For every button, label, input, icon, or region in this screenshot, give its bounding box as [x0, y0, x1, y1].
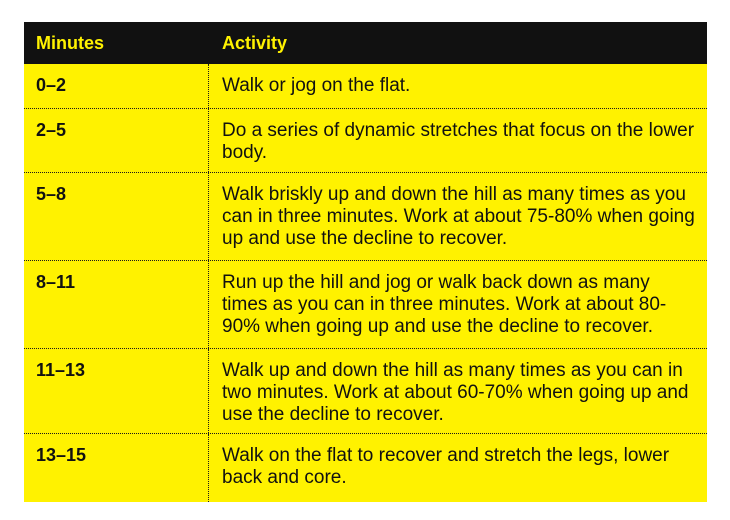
activity-cell: Do a series of dynamic stretches that focus on the lower body.	[222, 120, 695, 163]
activity-cell: Walk or jog on the flat.	[222, 75, 411, 96]
header-minutes: Minutes	[36, 32, 105, 53]
table-row	[24, 64, 707, 109]
activity-cell: Walk on the flat to recover and stretch the legs, lower back and core.	[222, 445, 670, 488]
table-row	[24, 261, 707, 349]
table-row	[24, 173, 707, 261]
minutes-cell: 13–15	[24, 434, 209, 502]
minutes-cell: 11–13	[24, 349, 209, 433]
header-activity: Activity	[222, 32, 288, 53]
minutes-cell: 8–11	[24, 261, 209, 348]
minutes-cell: 0–2	[24, 64, 209, 108]
activity-cell: Run up the hill and jog or walk back down as many times as you can in three minutes. Work at about 80-90% when going up and use the decline to recover.	[222, 272, 667, 337]
table-row	[24, 349, 707, 434]
table-row	[24, 109, 707, 173]
activity-cell: Walk briskly up and down the hill as many times as you can in three minutes. Work at about 75-80% when going up and use the decline to recover.	[222, 184, 695, 249]
minutes-cell: 5–8	[24, 173, 209, 260]
table-row	[24, 434, 707, 502]
minutes-cell: 2–5	[24, 109, 209, 172]
table-header	[24, 22, 707, 64]
workout-table	[24, 22, 707, 502]
activity-cell: Walk up and down the hill as many times as you can in two minutes. Work at about 60-70% when going up and use the decline to recover.	[222, 360, 689, 425]
